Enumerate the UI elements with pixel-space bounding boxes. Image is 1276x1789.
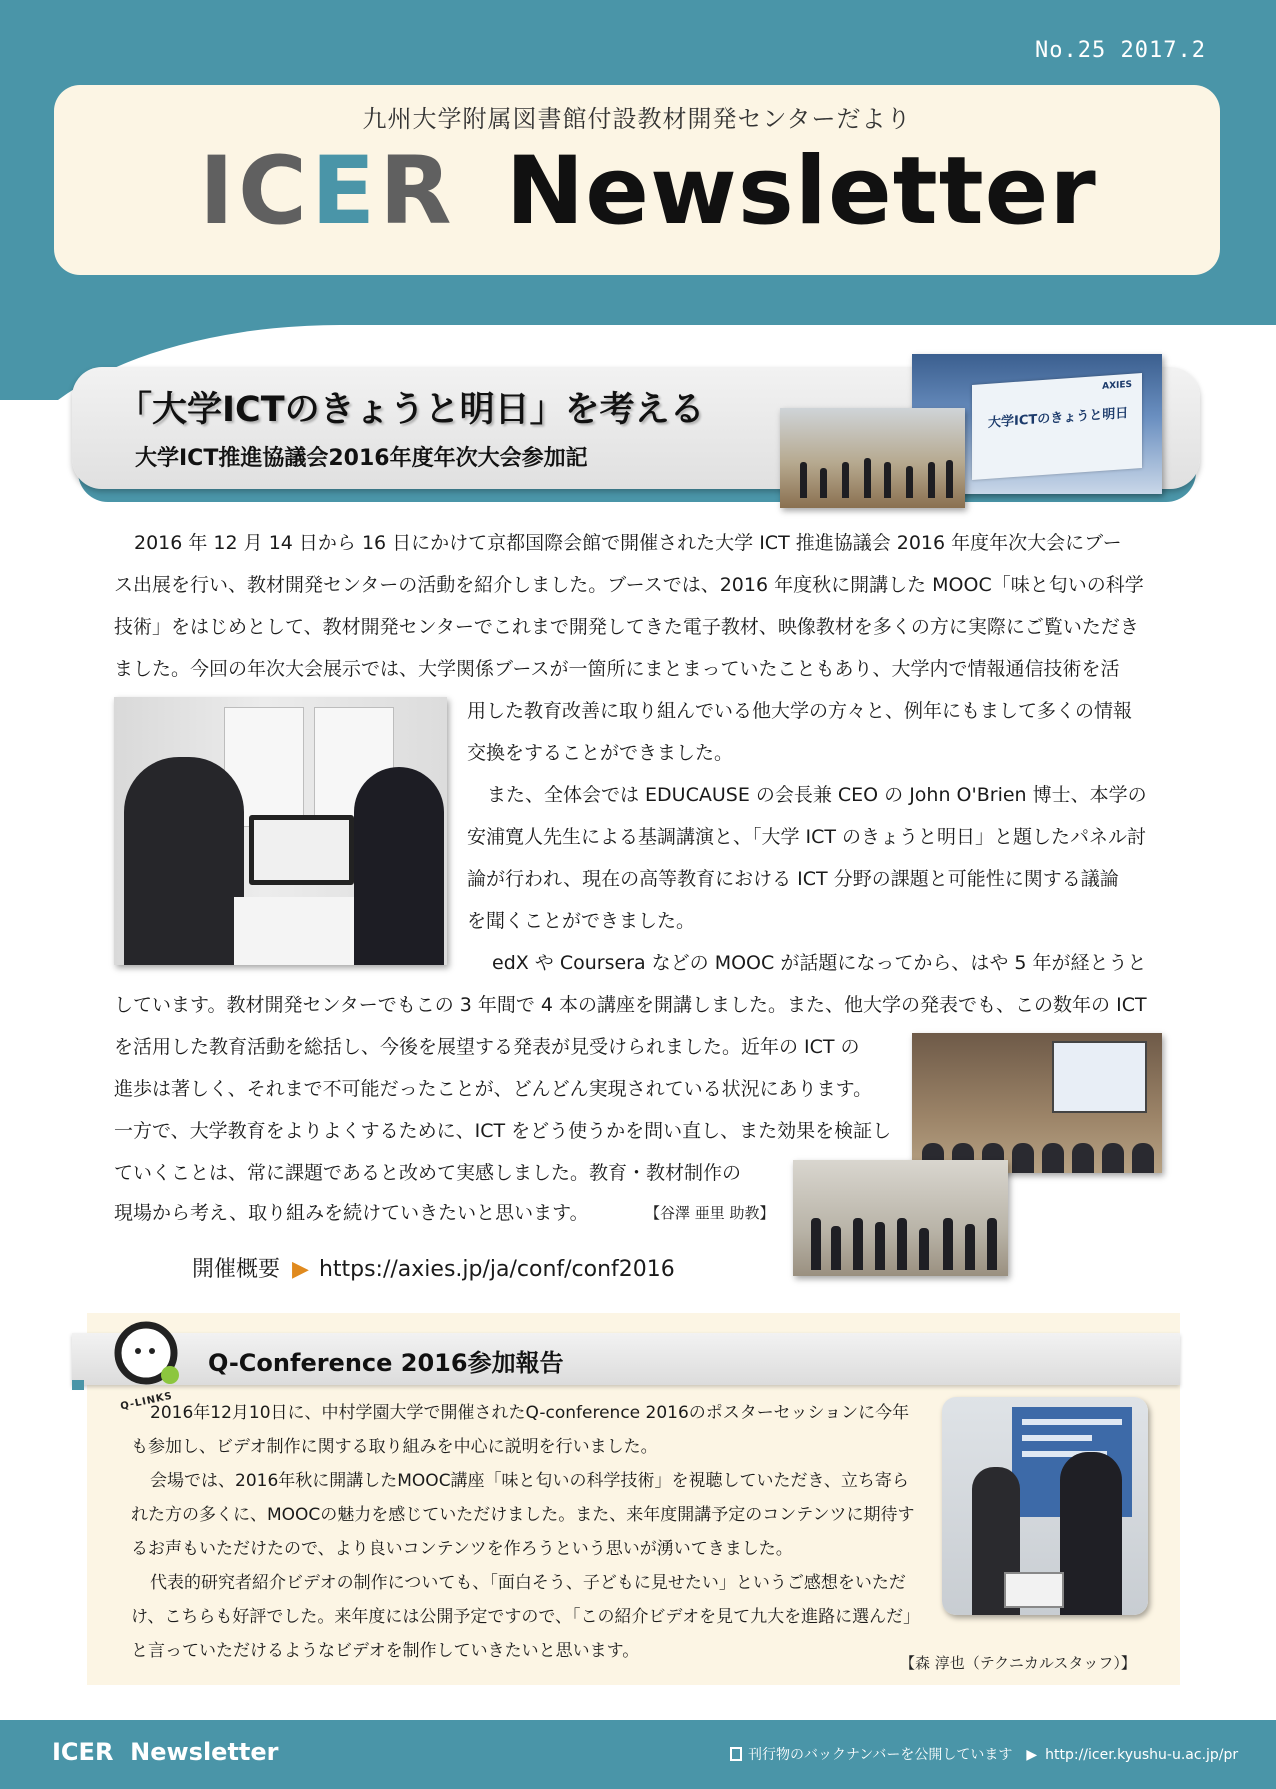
overview-link[interactable]: https://axies.jp/ja/conf/conf2016 (318, 1257, 675, 1282)
article2-line: れた方の多くに、MOOCの魅力を感じていただけました。また、来年度開講予定のコンテンツに期待す (131, 1505, 915, 1525)
article1-line: 2016 年 12 月 14 日から 16 日にかけて京都国際会館で開催された大学 ICT 推進協議会 2016 年度年次大会にブー (134, 532, 1122, 554)
footer-url-link[interactable]: http://icer.kyushu-u.ac.jp/pr (1045, 1747, 1239, 1763)
banner-sign (972, 373, 1142, 480)
article1-line: 論が行われ、現在の高等教育における ICT 分野の課題と可能性に関する議論 (467, 868, 1119, 890)
article1-line: ました。今回の年次大会展示では、大学関係ブースが一箇所にまとまっていたこともあり、大学内で情報通信技術を活 (114, 658, 1120, 680)
event-overview (192, 1252, 675, 1283)
photo-lecture-hall (912, 1033, 1162, 1173)
issue-number: No.25 2017.2 (1035, 38, 1206, 63)
article1-line: 一方で、大学教育をよりよくするために、ICT をどう使うかを問い直し、また効果を検証し (114, 1120, 892, 1142)
banner-sign-text: 大学ICTのきょうと明日 (988, 406, 1129, 431)
article1-credit: 【谷澤 亜里 助教】 (645, 1204, 775, 1222)
photo-exhibition-hall (780, 408, 965, 508)
overview-label: 開催概要 (192, 1257, 281, 1282)
footer-brand: ICER Newsletter (52, 1738, 279, 1766)
article1-line: を活用した教育活動を総括し、今後を展望する発表が見受けられました。近年の ICT の (114, 1036, 860, 1058)
footer-backnumber-note (730, 1744, 1238, 1764)
article2-line: 2016年12月10日に、中村学園大学で開催されたQ-conference 2016のポスターセッションに今年 (150, 1403, 910, 1423)
article1-line: 技術」をはじめとして、教材開発センターでこれまで開発してきた電子教材、映像教材を多くの方に実際にご覧いただき (114, 616, 1139, 638)
footer-note-text: 刊行物のバックナンバーを公開しています (748, 1747, 1013, 1763)
brand-e: E (310, 137, 380, 246)
article1-line: 進歩は著しく、それまで不可能だったことが、どんどん実現されている状況にあります。 (114, 1078, 873, 1100)
brand-newsletter: Newsletter (505, 137, 1097, 246)
article2-heading-accent (72, 1380, 84, 1390)
article1-subtitle: 大学ICT推進協議会2016年度年次大会参加記 (135, 446, 588, 471)
brand-ic: IC (199, 137, 311, 246)
banner-logo: AXIES (1102, 379, 1132, 392)
article1-line: を聞くことができました。 (467, 910, 696, 932)
article1-line: ていくことは、常に課題であると改めて実感しました。教育・教材制作の (114, 1162, 742, 1184)
article2-line: 会場では、2016年秋に開講したMOOC講座「味と匂いの科学技術」を視聴していただき、立ち寄ら (150, 1471, 909, 1491)
document-icon (730, 1747, 742, 1761)
triangle-right-icon: ▶ (1026, 1747, 1038, 1763)
article2-line: と言っていただけるようなビデオを制作していきたいと思います。 (131, 1641, 640, 1661)
article1-line: また、全体会では EDUCAUSE の会長兼 CEO の John O'Brien 博士、本学の (487, 784, 1147, 806)
q-links-logo-icon (108, 1315, 188, 1395)
masthead (54, 85, 1220, 275)
article2-line: け、こちらも好評でした。来年度には公開予定ですので、「この紹介ビデオを見て九大を進路に選んだ」 (131, 1607, 921, 1627)
photo-booth-demo (114, 697, 447, 965)
footer (0, 1720, 1276, 1789)
arrow-right-icon: ▶ (292, 1257, 309, 1282)
article1-line: 交換をすることができました。 (467, 742, 734, 764)
masthead-title (199, 137, 1097, 246)
article1-line: 現場から考え、取り組みを続けていきたいと思います。 (114, 1202, 589, 1224)
q-links-logo-text: Q-LINKS (119, 1390, 174, 1413)
photo-poster-session (793, 1160, 1008, 1276)
article1-line: ス出展を行い、教材開発センターの活動を紹介しました。ブースでは、2016 年度秋に開講した MOOC「味と匂いの科学 (114, 574, 1144, 596)
article1-line: 用した教育改善に取り組んでいる他大学の方々と、例年にもまして多くの情報 (467, 700, 1133, 722)
article1-line: edX や Coursera などの MOOC が話題になってから、はや 5 年が経とうと (492, 952, 1147, 974)
article2-credit: 【森 淳也（テクニカルスタッフ）】 (900, 1654, 1136, 1672)
article2-title: Q-Conference 2016参加報告 (208, 1349, 564, 1377)
article1-line: しています。教材開発センターでもこの 3 年間で 4 本の講座を開講しました。また、他大学の発表でも、この数年の ICT (114, 994, 1147, 1016)
masthead-subtitle: 九州大学附属図書館付設教材開発センターだより (362, 105, 912, 133)
article2-line: るお声もいただけたので、より良いコンテンツを作ろうという思いが湧いてきました。 (131, 1539, 793, 1559)
photo-staff-at-poster (942, 1397, 1148, 1615)
article2-line: も参加し、ビデオ制作に関する取り組みを中心に説明を行いました。 (131, 1437, 658, 1457)
brand-r: R (379, 137, 456, 246)
article1-title: 「大学ICTのきょうと明日」を考える (117, 390, 705, 430)
article2-line: 代表的研究者紹介ビデオの制作についても、「面白そう、子どもに見せたい」というご感想をいただ (150, 1573, 906, 1593)
article1-line: 安浦寛人先生による基調講演と、「大学 ICT のきょうと明日」と題したパネル討 (467, 826, 1147, 848)
